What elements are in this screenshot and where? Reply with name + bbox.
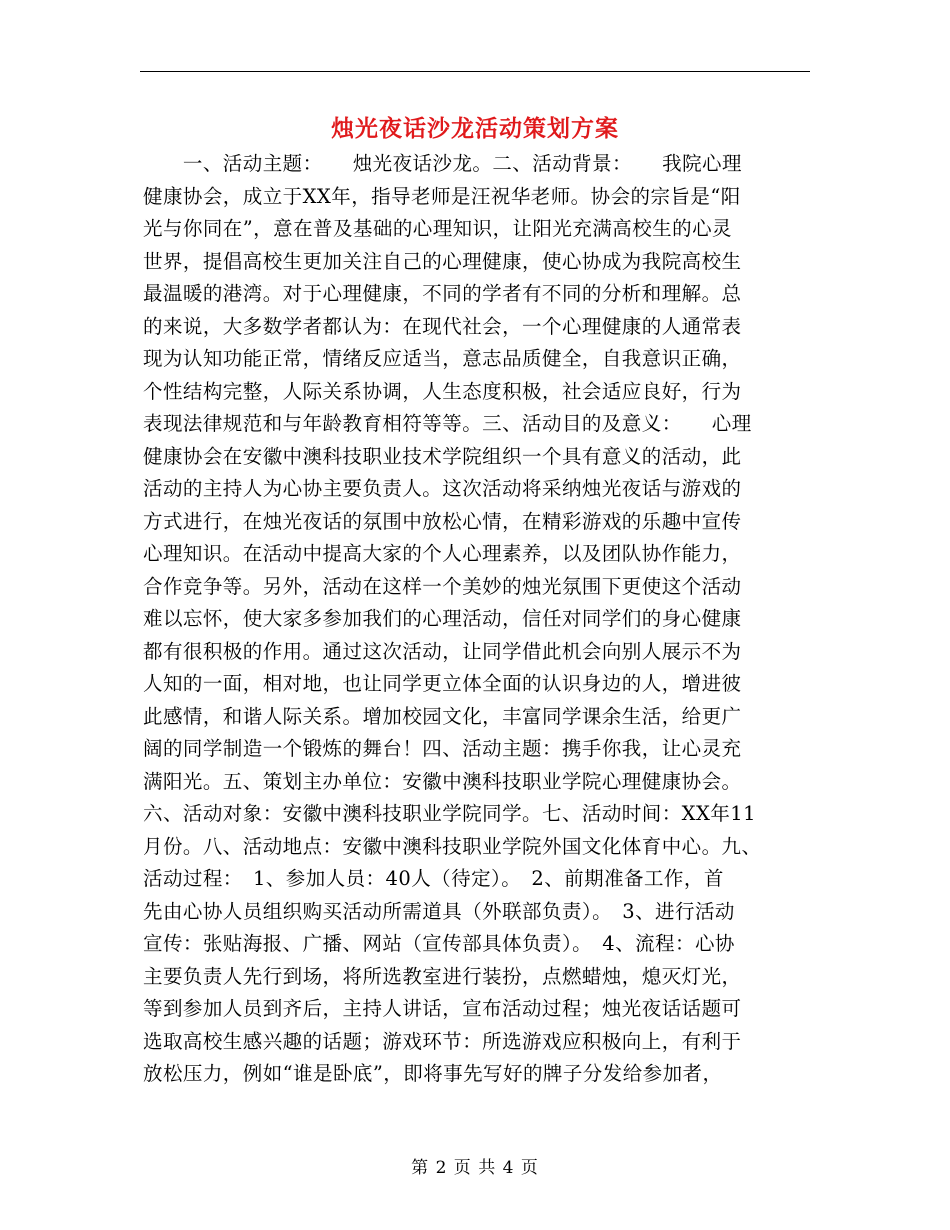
text-line: 人知的一面，相对地，也让同学更立体全面的认识身边的人，增进彼 xyxy=(143,672,742,695)
text-line: 光与你同在”，意在普及基础的心理知识，让阳光充满高校生的心灵 xyxy=(143,217,732,240)
text-line: 满阳光。五、策划主办单位：安徽中澳科技职业学院心理健康协会。 xyxy=(143,769,742,793)
text-line: 一、活动主题： 烛光夜话沙龙。二、活动背景： 我院心理 xyxy=(143,152,742,175)
text-line: 选取高校生感兴趣的话题；游戏环节：所选游戏应积极向上，有利于 xyxy=(143,1029,742,1053)
text-line: 健康协会在安徽中澳科技职业技术学院组织一个具有意义的活动，此 xyxy=(143,444,742,468)
text-line: 世界，提倡高校生更加关注自己的心理健康，使心协成为我院高校生 xyxy=(143,249,742,273)
text-line: 等到参加人员到齐后，主持人讲话，宣布活动过程；烛光夜话话题可 xyxy=(143,997,742,1020)
text-line: 此感情，和谐人际关系。增加校园文化，丰富同学课余生活，给更广 xyxy=(143,704,742,728)
text-line: 最温暖的港湾。对于心理健康，不同的学者有不同的分析和理解。总 xyxy=(143,282,742,305)
page-footer: 第 2 页 共 4 页 xyxy=(411,1158,539,1178)
document-title: 烛光夜话沙龙活动策划方案 xyxy=(331,115,619,142)
text-line: 阔的同学制造一个锻炼的舞台！四、活动主题：携手你我，让心灵充 xyxy=(143,737,742,760)
text-line: 心理知识。在活动中提高大家的个人心理素养，以及团队协作能力， xyxy=(143,542,742,565)
text-line: 都有很积极的作用。通过这次活动，让同学借此机会向别人展示不为 xyxy=(143,639,742,663)
document-body xyxy=(143,148,807,1091)
text-line: 活动的主持人为心协主要负责人。这次活动将采纳烛光夜话与游戏的 xyxy=(143,477,742,500)
text-line: 方式进行，在烛光夜话的氛围中放松心情，在精彩游戏的乐趣中宣传 xyxy=(143,509,742,533)
text-line: 现为认知功能正常，情绪反应适当，意志品质健全，自我意识正确， xyxy=(143,347,742,370)
text-line: 六、活动对象：安徽中澳科技职业学院同学。七、活动时间：XX年11 xyxy=(143,802,756,825)
text-line: 个性结构完整，人际关系协调，人生态度积极，社会适应良好，行为 xyxy=(143,379,742,403)
text-line: 难以忘怀，使大家多参加我们的心理活动，信任对同学们的身心健康 xyxy=(143,607,742,630)
text-line: 表现法律规范和与年龄教育相符等等。三、活动目的及意义： 心理 xyxy=(143,412,752,435)
text-line: 的来说，大多数学者都认为：在现代社会，一个心理健康的人通常表 xyxy=(143,314,742,338)
text-line: 合作竞争等。另外，活动在这样一个美妙的烛光氛围下更使这个活动 xyxy=(143,574,742,598)
text-line: 主要负责人先行到场，将所选教室进行装扮，点燃蜡烛，熄灭灯光， xyxy=(143,964,742,988)
text-line: 月份。八、活动地点：安徽中澳科技职业学院外国文化体育中心。九、 xyxy=(143,834,762,858)
text-line: 放松压力，例如“谁是卧底”，即将事先写好的牌子分发给参加者， xyxy=(143,1062,723,1085)
text-line: 活动过程： 1、参加人员：40人（待定）。 2、前期准备工作，首 xyxy=(143,867,724,890)
text-line: 先由心协人员组织购买活动所需道具（外联部负责）。 3、进行活动 xyxy=(143,899,735,923)
header-rule xyxy=(140,71,810,72)
text-line: 健康协会，成立于XX年，指导老师是汪祝华老师。协会的宗旨是“阳 xyxy=(143,184,741,208)
text-line: 宣传：张贴海报、广播、网站（宣传部具体负责）。 4、流程：心协 xyxy=(143,932,735,955)
